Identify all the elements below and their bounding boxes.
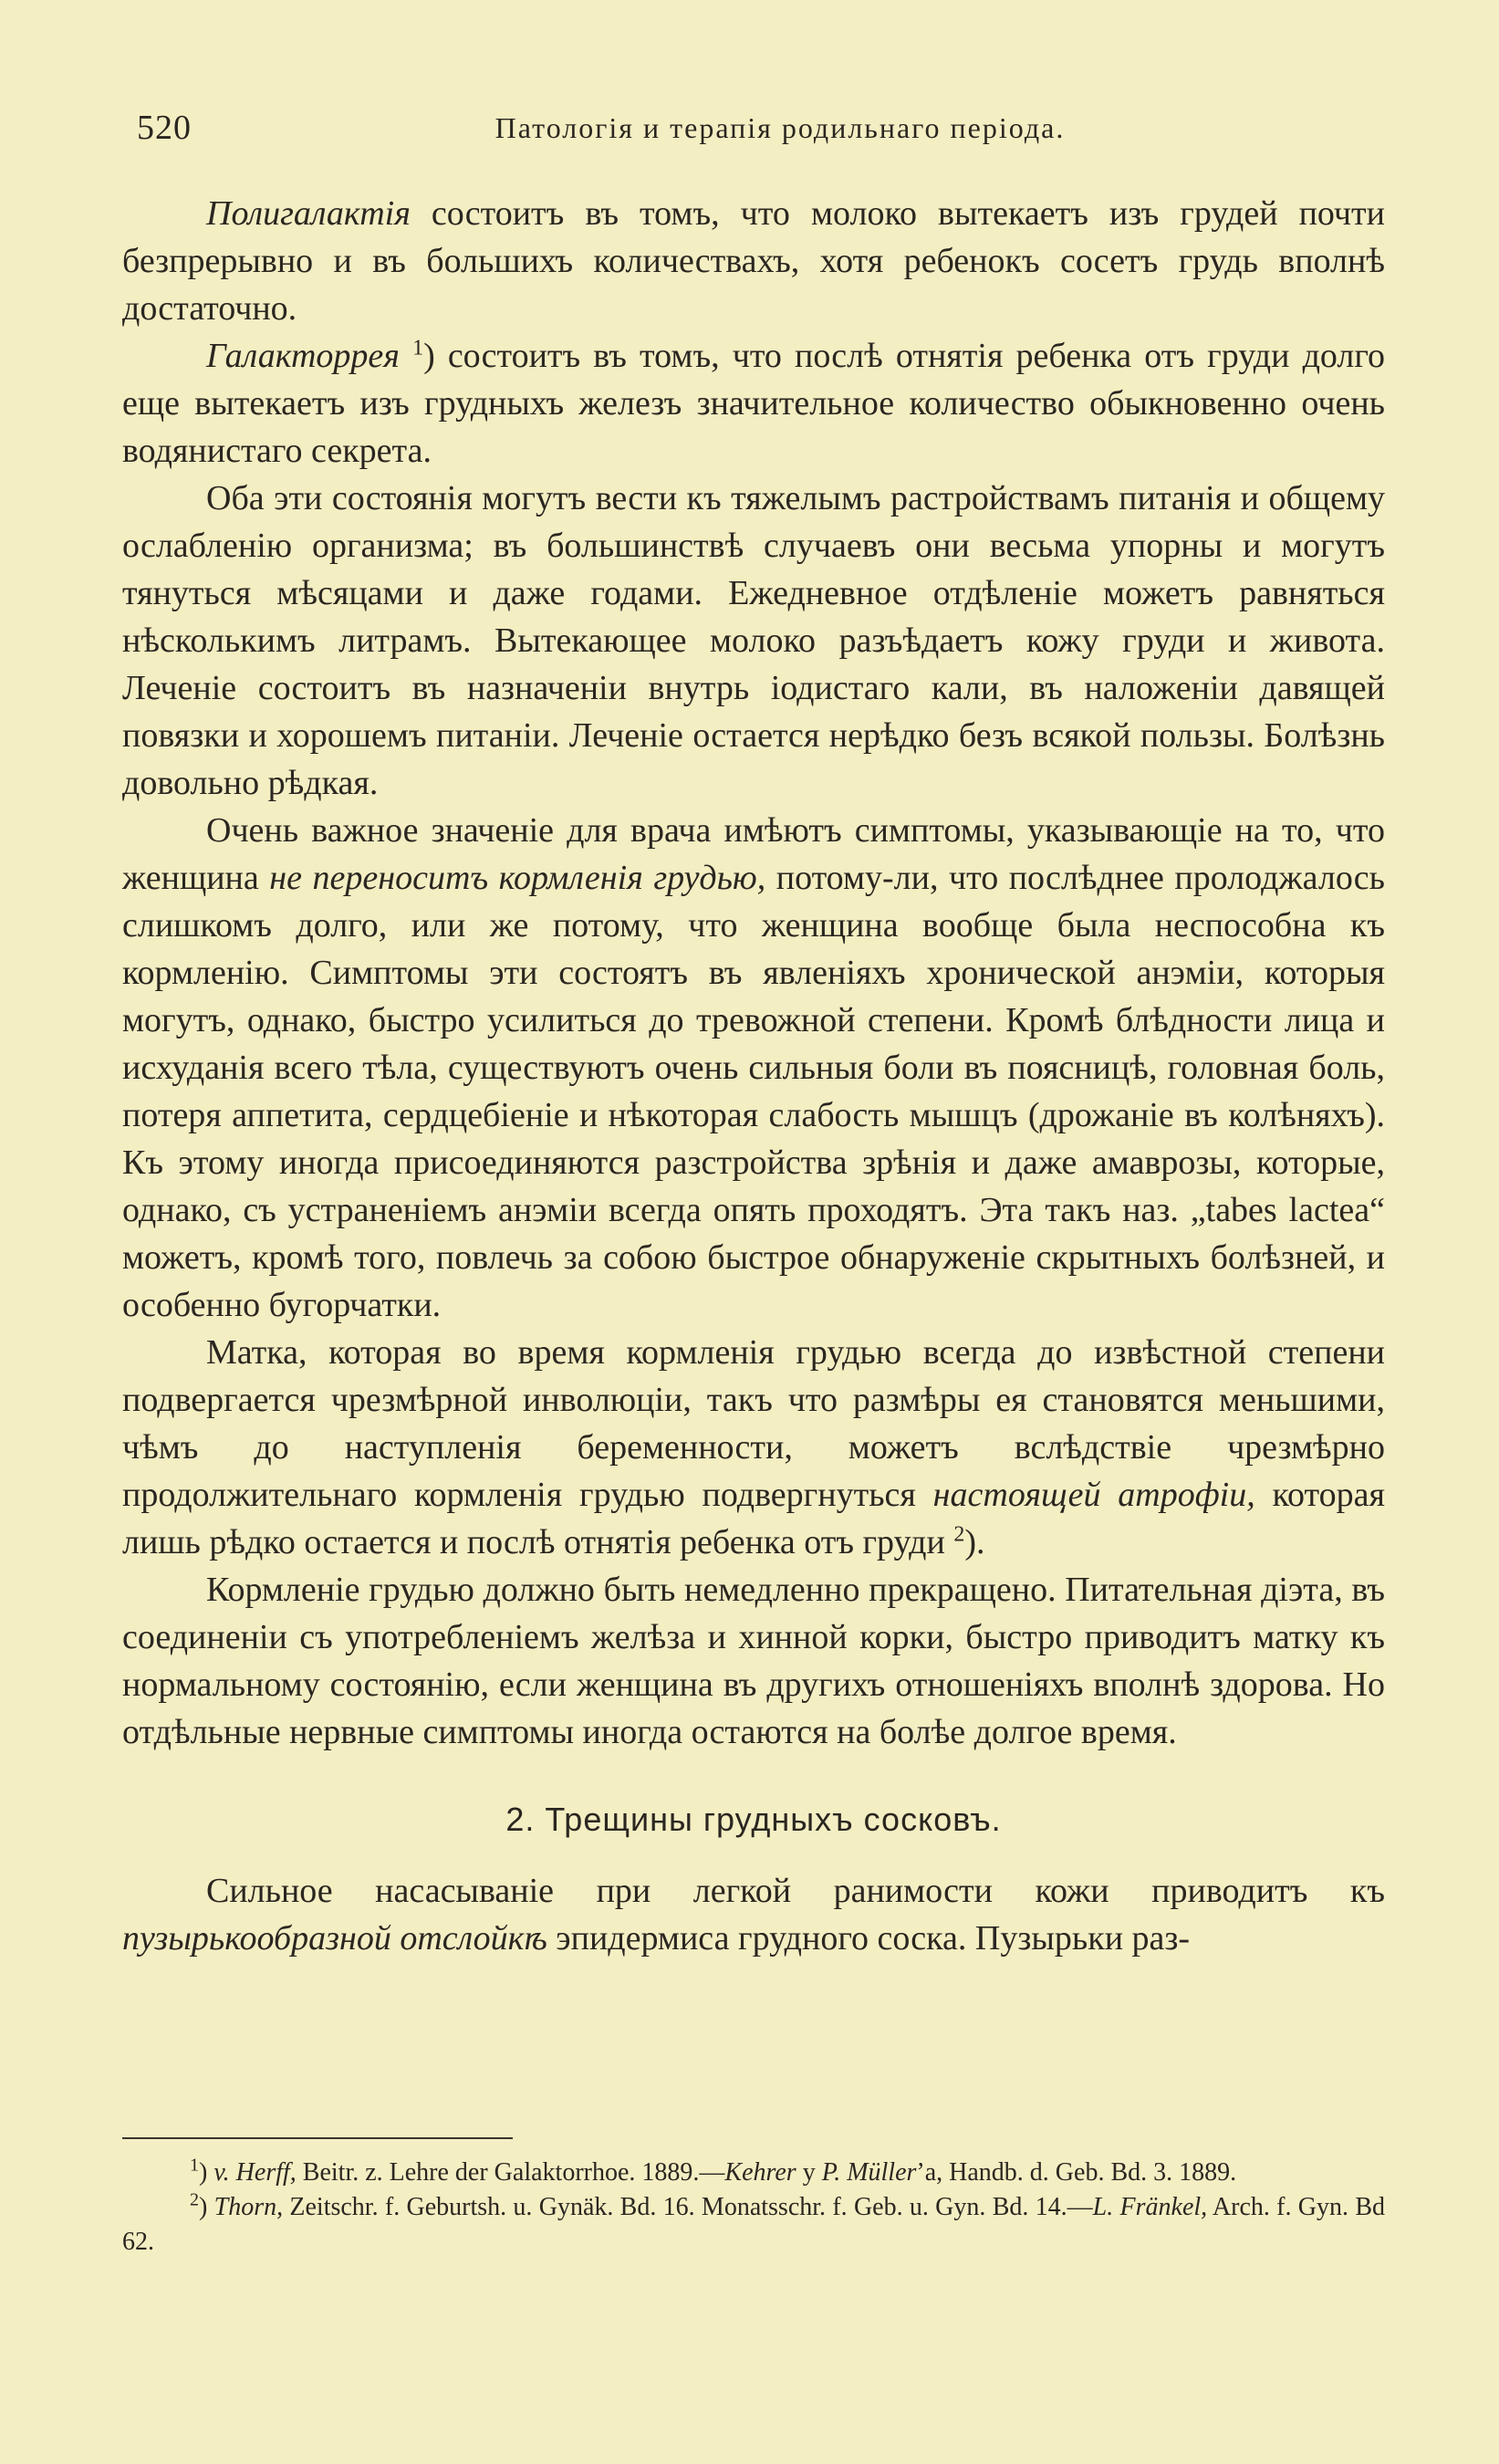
paragraph-text: Очень важное значеніе для врача имѣютъ симптомы, указывающіе на то, что женщина: [122, 811, 1385, 897]
paragraph-text: Матка, которая во время кормленія грудью всегда до извѣстной степени подвергается чрезмѣрной инволюціи, такъ что размѣры ея становятся меньшими, чѣмъ до наступленія беременности, можетъ вслѣдствіе чрезмѣрно продолжительнаго кормленія грудью подвергнуться: [122, 1333, 1385, 1514]
page-header: [137, 108, 1387, 153]
section-title: 2. Трещины грудныхъ сосковъ.: [505, 1801, 1002, 1838]
paragraph-text: Сильное насасываніе при легкой ранимости кожи приводитъ къ: [206, 1872, 1385, 1910]
footnote-ref-2[interactable]: 2: [953, 1522, 965, 1547]
term-polygalactia: Полигалактія: [206, 194, 411, 233]
page-body: [122, 190, 1385, 1962]
paragraph-treatment: Кормленіе грудью должно быть немедленно прекращено. Питательная діэта, въ соединеніи съ употребленіемъ желѣза и хинной корки, быстро приводитъ матку къ нормальному состоянію, если женщина въ другихъ отношеніяхъ вполнѣ здорова. Но отдѣльные нервные симптомы иногда остаются на болѣе долгое время.: [122, 1571, 1385, 1751]
footnote-text: ’a, Handb. d. Geb. Bd. 3. 1889.: [916, 2158, 1237, 2187]
paragraph-text: ) состоитъ въ томъ, что послѣ отнятія ребенка отъ груди долго еще вытекаетъ изъ грудныхъ железъ значительное количество обыкновенно очень водянистаго секрета.: [122, 337, 1386, 470]
emphasis-atrophy: настоящей атрофіи,: [932, 1476, 1255, 1514]
paragraph-text: эпидермиса грудного соска. Пузырьки раз-: [547, 1919, 1191, 1958]
paragraph-nipple-fissures: [122, 1867, 1385, 1962]
paragraph-text: ).: [964, 1523, 985, 1561]
paragraph-symptoms: [122, 807, 1385, 1329]
footnote-1: $^1$) v. Herff, Beitr. z. Lehre der Galaktorrhoe. 1889.—Kehrer у P. Müller’a, Handb. d. Geb. Bd. 3. 1889.: [190, 2155, 1237, 2187]
paragraph-consequences: Оба эти состоянія могутъ вести къ тяжелымъ растройствамъ питанія и общему ослабленію организма; въ большинствѣ случаевъ они весьма упорны и могутъ тянуться мѣсяцами и даже годами. Ежедневное отдѣленіе можетъ равняться нѣсколькимъ литрамъ. Вытекающее молоко разъѣдаетъ кожу груди и живота. Леченіе состоитъ въ назначеніи внутрь іодистаго кали, въ наложеніи давящей повязки и хорошемъ питаніи. Леченіе остается нерѣдко безъ всякой пользы. Болѣзнь довольно рѣдкая.: [122, 479, 1385, 802]
footnote-author: v. Herff,: [213, 2158, 297, 2187]
footnote-text: Beitr. z. Lehre der Galaktorrhoe. 1889.—: [296, 2158, 725, 2187]
footnote-mark: 1: [190, 2155, 199, 2176]
emphasis-nursing: не переноситъ кормленія грудью,: [269, 859, 766, 897]
footnote-2: $^2$) Thorn, Zeitschr. f. Geburtsh. u. Gynäk. Bd. 16. Monatsschr. f. Geb. u. Gyn. Bd. 14.—L. Fränkel, Arch. f. Gyn. Bd 62.: [122, 2189, 1385, 2256]
paragraph-galactorrhea: [122, 332, 1385, 475]
running-title: Патологія и терапія родильнаго періода.: [494, 111, 1066, 144]
footnote-text: у: [796, 2158, 822, 2187]
paragraph-uterus: [122, 1329, 1385, 1566]
paragraph-text: которая лишь рѣдко остается и послѣ отнятія ребенка отъ груди: [122, 1476, 1385, 1561]
footnote-text: Zeitschr. f. Geburtsh. u. Gynäk. Bd. 16. Monatsschr. f. Geb. u. Gyn. Bd. 14.—: [283, 2193, 1093, 2221]
footnotes: [122, 2156, 1385, 2260]
term-galactorrhea: Галакторрея: [206, 337, 400, 375]
page-number: 520: [137, 109, 192, 147]
footnote-author: L. Fränkel,: [1092, 2193, 1208, 2221]
footnote-author: P. Müller: [821, 2158, 917, 2187]
footnote-divider: [122, 2137, 513, 2139]
footnote-author: Thorn,: [213, 2193, 284, 2221]
emphasis-blister: пузырькообразной отслойкѣ: [122, 1919, 547, 1958]
footnote-ref-1[interactable]: 1: [412, 336, 424, 360]
paragraph-text: состоитъ въ томъ, что молоко вытекаетъ изъ грудей почти безпрерывно и въ большихъ количествахъ, хотя ребенокъ сосетъ грудь вполнѣ достаточно.: [122, 194, 1385, 328]
footnote-author: Kehrer: [724, 2158, 796, 2187]
footnote-text: Arch. f. Gyn. Bd 62.: [122, 2193, 1385, 2256]
paragraph-text: потому-ли, что послѣднее пролоджалось слишкомъ долго, или же потому, что женщина вообще была неспособна къ кормленію. Симптомы эти состоятъ въ явленіяхъ хронической анэміи, которыя могутъ, однако, быстро усилиться до тревожной степени. Кромѣ блѣдности лица и исхуданія всего тѣла, существуютъ очень сильныя боли въ поясницѣ, головная боль, потеря аппетита, сердцебіеніе и нѣкоторая слабость мышцъ (дрожаніе въ колѣняхъ). Къ этому иногда присоединяются разстройства зрѣнія и даже амаврозы, которые, однако, съ устраненіемъ анэміи всегда опять проходятъ. Эта такъ наз. „tabes lactea“ можетъ, кромѣ того, повлечь за собою быстрое обнаруженіе скрытныхъ болѣзней, и особенно бугорчатки.: [122, 859, 1385, 1324]
footnote-mark: 2: [190, 2189, 199, 2210]
paragraph-polygalactia: [122, 190, 1385, 332]
